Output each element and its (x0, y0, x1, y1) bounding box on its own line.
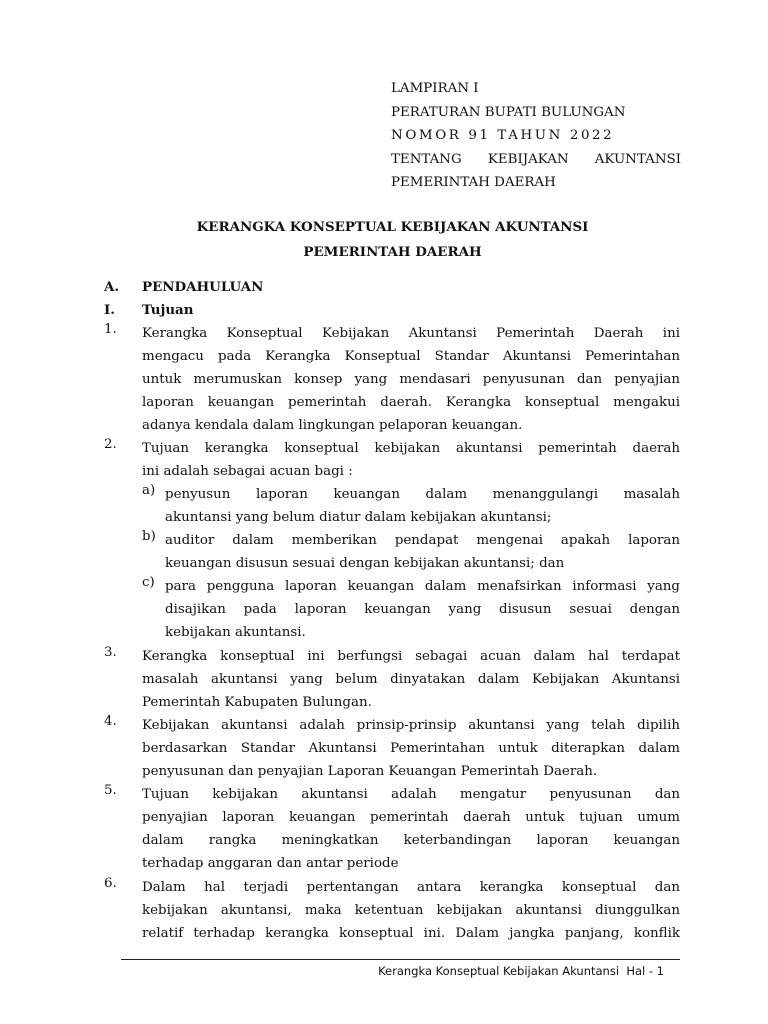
paragraph-line: berdasarkan Standar Akuntansi Pemerintahan untuk diterapkan dalam (142, 741, 680, 756)
list-item (104, 645, 680, 714)
sub-item-marker: a) (142, 483, 156, 498)
paragraph-line: penyusun laporan keuangan dalam menanggulangi masalah (165, 487, 680, 502)
paragraph-line: ini adalah sebagai acuan bagi : (142, 464, 353, 479)
paragraph-line: penyusunan dan penyajian Laporan Keuangan Pemerintah Daerah. (142, 764, 598, 779)
paragraph-line: Kerangka konseptual ini berfungsi sebagai acuan dalam hal terdapat (142, 649, 680, 664)
paragraph-line: penyajian laporan keuangan pemerintah daerah untuk tujuan umum (142, 810, 680, 825)
page-footer: Kerangka Konseptual Kebijakan Akuntansi Hal - 1 (378, 964, 664, 978)
section-title: PENDAHULUAN (142, 279, 264, 295)
paragraph-line: auditor dalam memberikan pendapat mengenai apakah laporan (165, 533, 680, 548)
lampiran-line: NOMOR 91 TAHUN 2022 (391, 128, 615, 144)
sub-item-marker: b) (142, 529, 156, 544)
lampiran-line: LAMPIRAN I (391, 81, 479, 96)
lampiran-line: PERATURAN BUPATI BULUNGAN (391, 104, 626, 120)
item-number: 5. (104, 783, 117, 798)
list-item (104, 783, 680, 875)
paragraph-line: mengacu pada Kerangka Konseptual Standar Akuntansi Pemerintahan (142, 349, 680, 364)
item-number: 1. (104, 322, 117, 337)
section-marker: I. (104, 302, 115, 318)
list-item (104, 876, 680, 945)
item-number: 3. (104, 645, 117, 660)
paragraph-line: relatif terhadap kerangka konseptual ini. Dalam jangka panjang, konflik (142, 926, 680, 941)
document-title (90, 215, 695, 265)
paragraph-line: adanya kendala dalam lingkungan pelaporan keuangan. (142, 418, 523, 433)
list-item (104, 714, 680, 783)
sub-item (142, 575, 680, 644)
paragraph-line: disajikan pada laporan keuangan yang disusun sesuai dengan (165, 602, 680, 617)
list-item (104, 322, 680, 437)
paragraph-line: Dalam hal terjadi pertentangan antara kerangka konseptual dan (142, 880, 680, 895)
title-line: KERANGKA KONSEPTUAL KEBIJAKAN AKUNTANSI (196, 219, 589, 235)
sub-item-marker: c) (142, 575, 155, 590)
lampiran-block (391, 77, 681, 195)
item-number: 2. (104, 437, 117, 452)
paragraph-line: terhadap anggaran dan antar periode (142, 856, 399, 871)
title-line: PEMERINTAH DAERAH (303, 244, 482, 260)
paragraph-line: Kebijakan akuntansi adalah prinsip-prinsip akuntansi yang telah dipilih (142, 718, 680, 733)
paragraph-line: Tujuan kerangka konseptual kebijakan akuntansi pemerintah daerah (142, 441, 680, 456)
list-item (104, 437, 680, 644)
paragraph-line: kebijakan akuntansi. (165, 625, 306, 640)
paragraph-line: laporan keuangan pemerintah daerah. Kerangka konseptual mengakui (142, 395, 680, 410)
section-marker: A. (104, 279, 120, 295)
paragraph-line: masalah akuntansi yang belum dinyatakan dalam Kebijakan Akuntansi (142, 672, 680, 687)
lampiran-line: PEMERINTAH DAERAH (391, 175, 556, 191)
paragraph-line: para pengguna laporan keuangan dalam menafsirkan informasi yang (165, 579, 680, 594)
sub-item (142, 483, 680, 529)
footer-divider (121, 959, 680, 960)
paragraph-line: keuangan disusun sesuai dengan kebijakan akuntansi; dan (165, 556, 565, 571)
item-number: 4. (104, 714, 117, 729)
paragraph-line: Tujuan kebijakan akuntansi adalah mengatur penyusunan dan (142, 787, 680, 802)
paragraph-line: Kerangka Konseptual Kebijakan Akuntansi Pemerintah Daerah ini (142, 326, 680, 341)
paragraph-line: dalam rangka meningkatkan keterbandingan laporan keuangan (142, 833, 680, 848)
paragraph-line: kebijakan akuntansi, maka ketentuan kebijakan akuntansi diunggulkan (142, 903, 680, 918)
paragraph-line: untuk merumuskan konsep yang mendasari penyusunan dan penyajian (142, 372, 680, 387)
sub-item (142, 529, 680, 575)
paragraph-line: Pemerintah Kabupaten Bulungan. (142, 695, 372, 710)
paragraph-line: akuntansi yang belum diatur dalam kebijakan akuntansi; (165, 510, 552, 525)
section-title: Tujuan (142, 302, 194, 318)
item-number: 6. (104, 876, 117, 891)
lampiran-line: TENTANG KEBIJAKAN AKUNTANSI (391, 151, 681, 167)
